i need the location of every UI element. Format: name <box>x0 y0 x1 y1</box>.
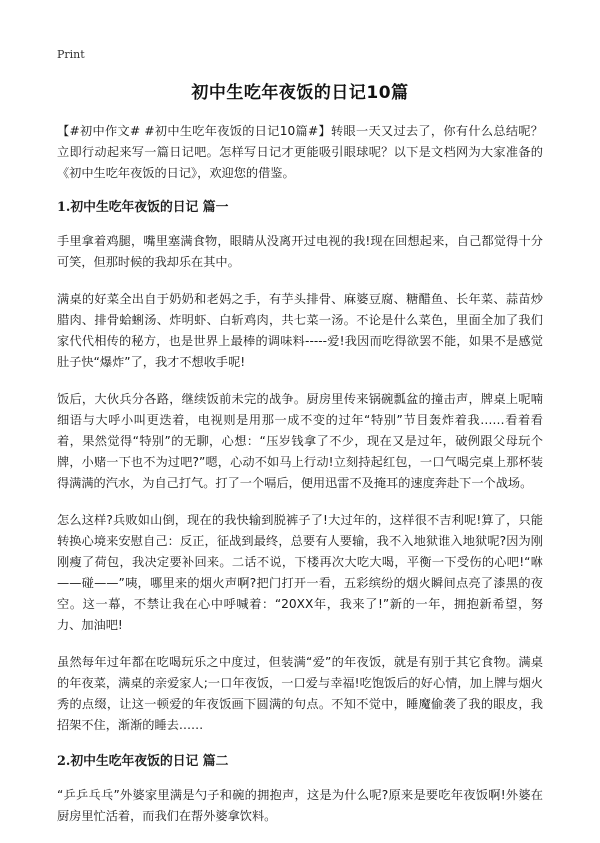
paragraph: 饭后，大伙兵分各路，继续饭前未完的战争。厨房里传来锅碗瓢盆的撞击声，牌桌上呢喃细语与大呼小叫更迭着，电视则是用那一成不变的过年“特别”节目轰炸着我……看着看着，果然觉得“特别”的无聊，心想：“压岁钱拿了不少，现在又是过年，破例跟父母玩个牌，小赌一下也不为过吧?”嗯，心动不如马上行动!立刻持起红包，一口气喝完桌上那杯装得满满的汽水，为自己打气。打了一个嗝后，便用迅雷不及掩耳的速度奔赴下一个战场。 <box>57 392 543 490</box>
section-title: 初中生吃年夜饭的日记 篇二 <box>70 754 229 769</box>
section-number: 2. <box>57 754 71 769</box>
section-heading-2 <box>57 752 543 772</box>
section-heading-1 <box>57 198 543 218</box>
page-title: 初中生吃年夜饭的日记10篇 <box>191 83 409 103</box>
paragraph: 满桌的好菜全出自于奶奶和老妈之手，有芋头排骨、麻婆豆腐、糖醋鱼、长年菜、蒜苗炒腊肉、排骨蛤蜊汤、炸明虾、白斩鸡肉，共七菜一汤。不论是什么菜色，里面全加了我们家代代相传的秘方，也是世界上最棒的调味料-----爱!我因而吃得欲罢不能，如果不是感觉肚子快“爆炸”了，我才不想收手呢! <box>57 292 543 369</box>
section-title: 初中生吃年夜饭的日记 篇一 <box>70 200 229 215</box>
section-number: 1. <box>57 200 71 215</box>
paragraph: 手里拿着鸡腿，嘴里塞满食物，眼睛从没离开过电视的我!现在回想起来，自己都觉得十分可笑，但那时候的我却乐在其中。 <box>57 234 543 269</box>
paragraph: 虽然每年过年都在吃喝玩乐之中度过，但装满“爱”的年夜饭，就是有别于其它食物。满桌的年夜菜，满桌的亲爱家人;一口年夜饭，一口爱与幸福!吃饱饭后的好心情，加上牌与烟火秀的点缀，让这一顿爱的年夜饭画下圆满的句点。不知不觉中，睡魔偷袭了我的眼皮，我招架不住，渐渐的睡去…… <box>57 655 543 732</box>
paragraph: 怎么这样?兵败如山倒，现在的我快输到脱裤子了!大过年的，这样很不吉利呢!算了，只能转换心境来安慰自己：反正，征战到最终，总要有人要输，我不入地狱谁入地狱呢?因为刚刚瘦了荷包，我决定要补回来。二话不说，下楼再次大吃大喝，平衡一下受伤的心吧!“咻——碰——”咦，哪里来的烟火声啊?把门打开一看，五彩缤纷的烟火瞬间点亮了漆黑的夜空。这一幕，不禁让我在心中呼喊着：“20XX年，我来了!”新的一年，拥抱新希望，努力、加油吧! <box>57 513 543 632</box>
print-link[interactable]: Print <box>57 48 85 61</box>
intro-paragraph: 【#初中作文# #初中生吃年夜饭的日记10篇#】转眼一天又过去了，你有什么总结呢？立即行动起来写一篇日记吧。怎样写日记才更能吸引眼球呢？以下是文档网为大家准备的《初中生吃年夜饭的日记》，欢迎您的借鉴。 <box>57 124 543 180</box>
paragraph: “乒乒乓乓”外婆家里满是勺子和碗的拥抱声，这是为什么呢?原来是要吃年夜饭啊!外婆在厨房里忙活着，而我们在帮外婆拿饮料。 <box>57 788 543 823</box>
article-body <box>57 121 543 843</box>
